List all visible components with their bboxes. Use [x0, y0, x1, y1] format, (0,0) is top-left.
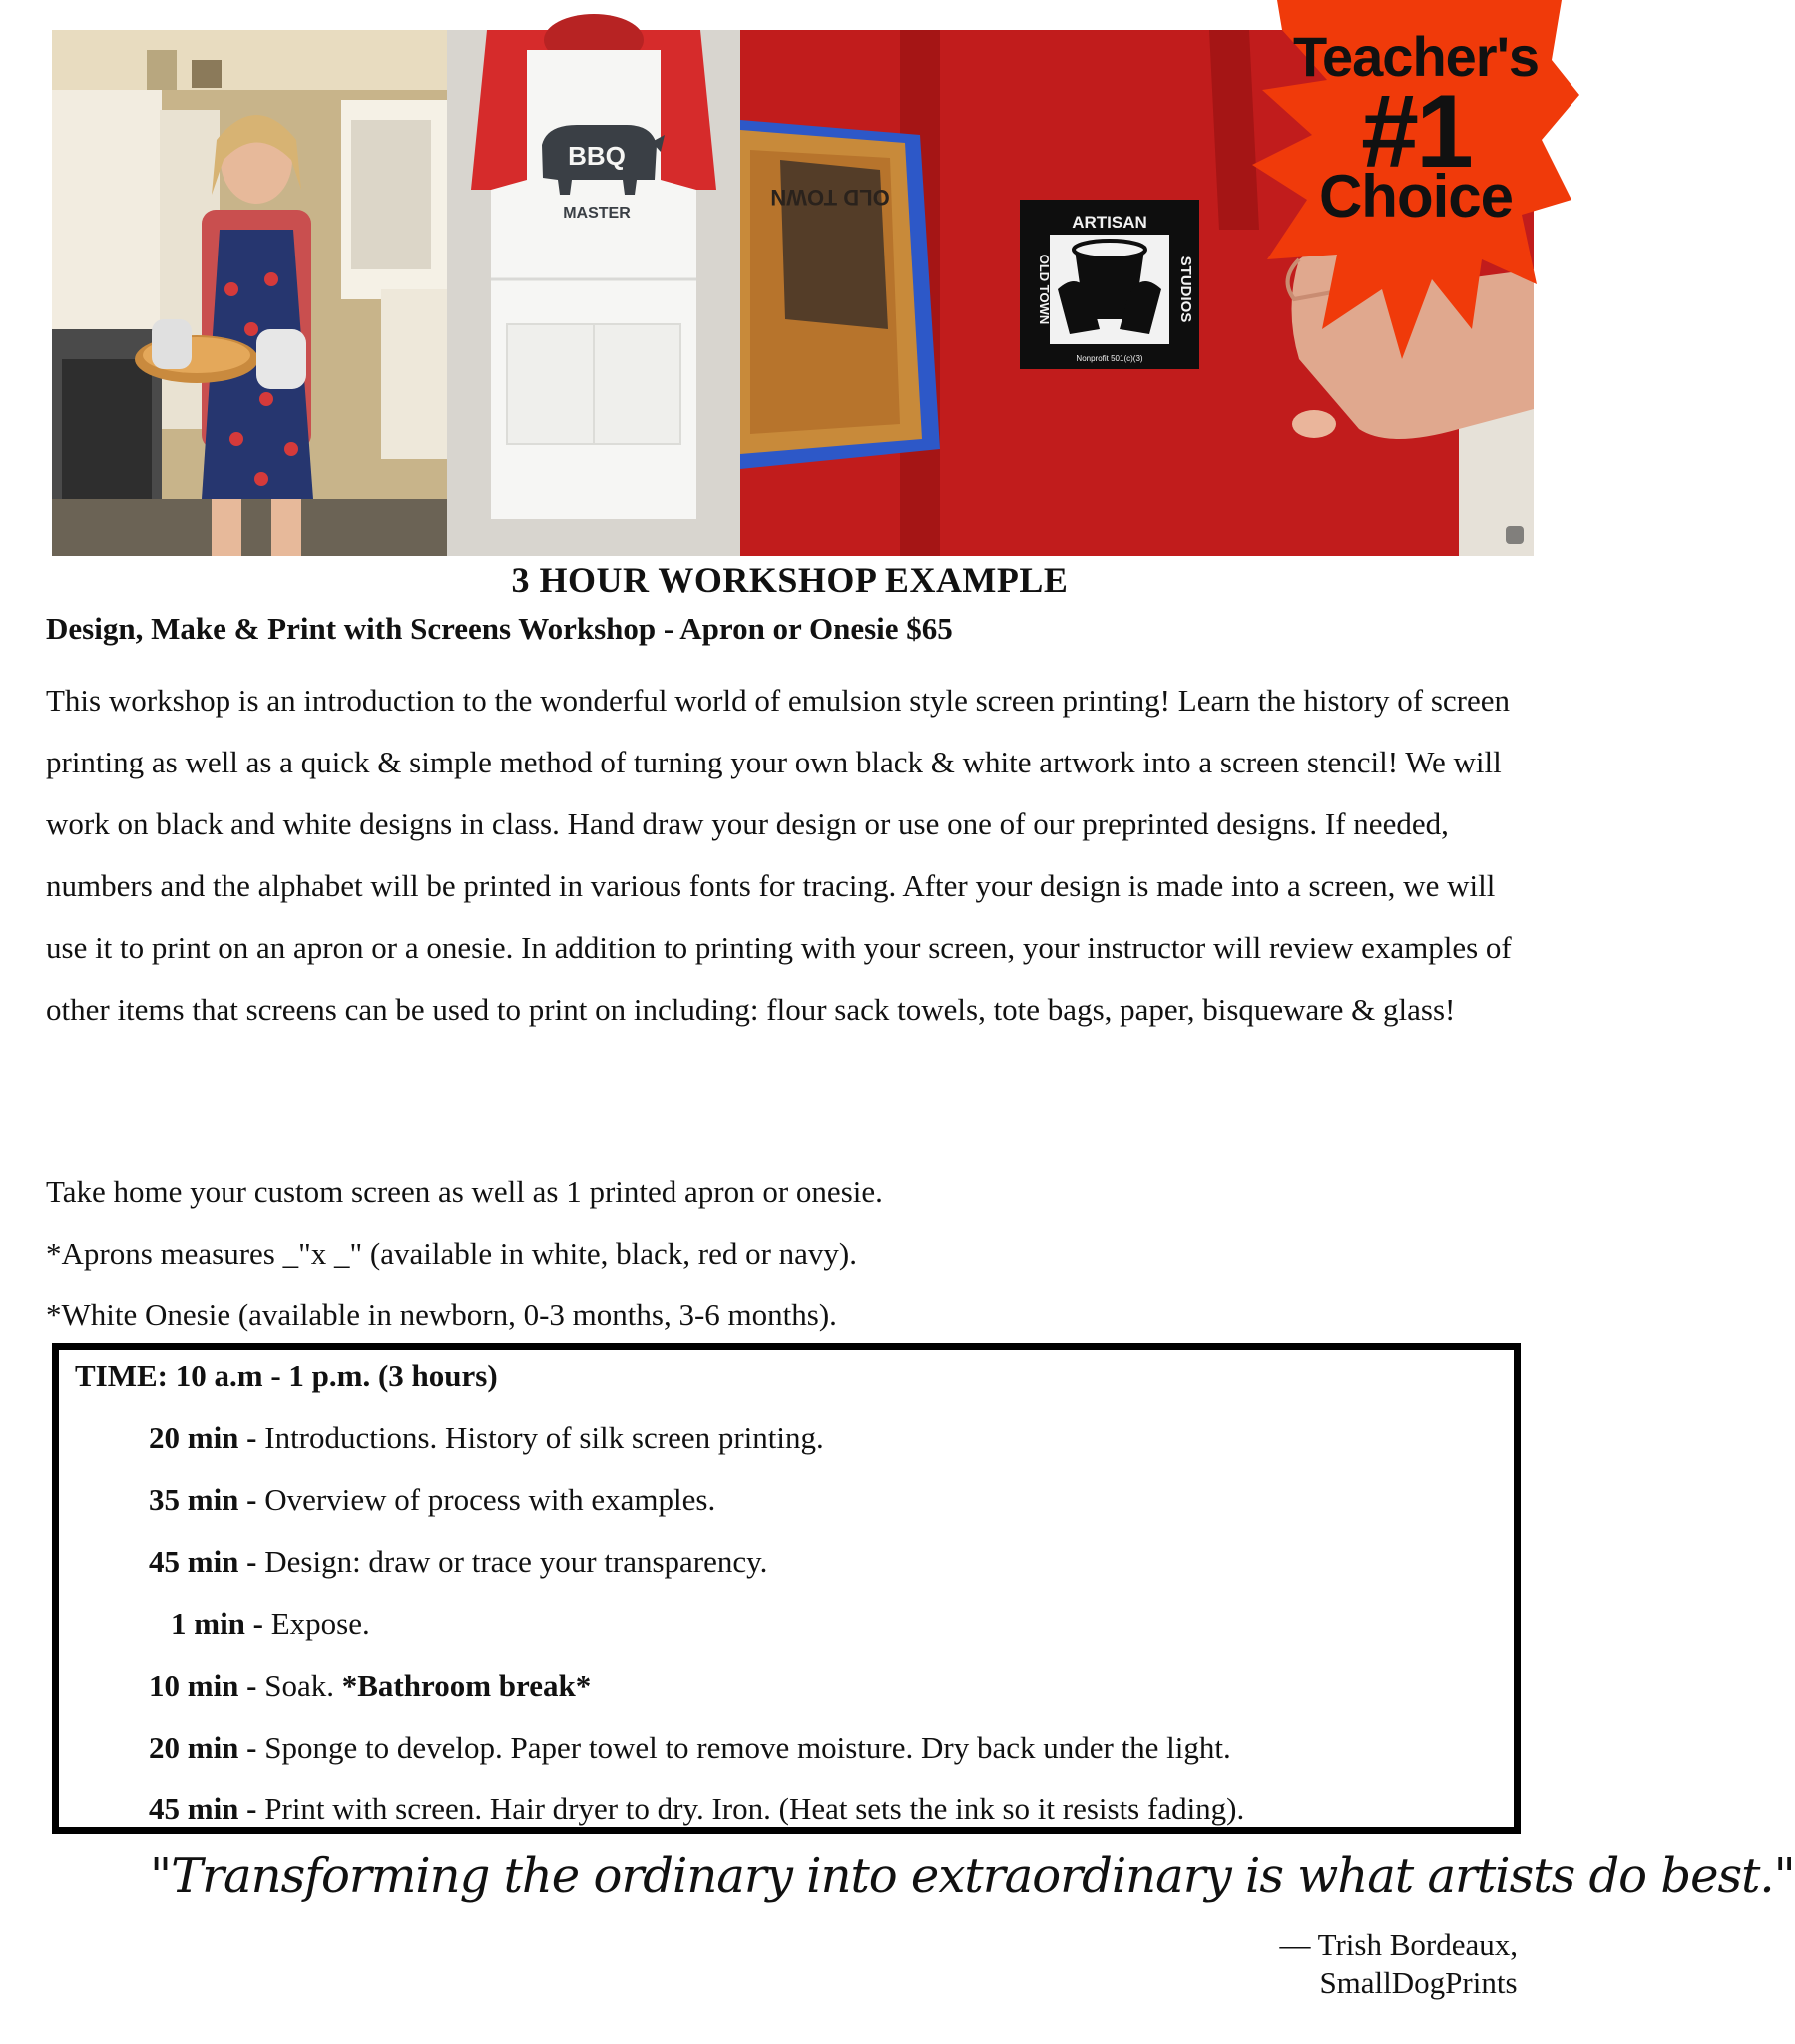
schedule-row: [171, 1606, 370, 1642]
schedule-row: [149, 1730, 1231, 1766]
schedule-activity: Overview of process with examples.: [256, 1482, 716, 1517]
screen-mirror-text: OLD TOWN: [770, 185, 890, 210]
schedule-row: [149, 1668, 591, 1704]
badge-line-2: #1: [1361, 74, 1471, 190]
attribution-company: SmallDogPrints: [1319, 1965, 1518, 2000]
badge-line-1: Teacher's: [1292, 25, 1540, 88]
page-title: 3 HOUR WORKSHOP EXAMPLE: [511, 560, 1069, 600]
schedule-duration: 45 min -: [149, 1791, 257, 1826]
schedule-activity: Print with screen. Hair dryer to dry. Iron. (Heat sets the ink so it resists fading).: [256, 1791, 1245, 1826]
schedule-duration: 1 min -: [171, 1606, 263, 1641]
badge-line-3: Choice: [1318, 163, 1514, 230]
apron-print-text: BBQ: [568, 141, 626, 171]
schedule-box: [52, 1343, 1521, 1834]
workshop-subtitle: Design, Make & Print with Screens Workshop - Apron or Onesie $65: [46, 611, 953, 646]
aprons-note: *Aprons measures _"x _" (available in white, black, red or navy).: [46, 1236, 857, 1271]
schedule-activity: Soak.: [256, 1668, 342, 1703]
attribution-name: — Trish Bordeaux,: [1279, 1927, 1518, 1962]
schedule-duration: 20 min -: [149, 1420, 257, 1455]
apron-print-subtext: MASTER: [563, 205, 631, 222]
schedule-time-heading: TIME: 10 a.m - 1 p.m. (3 hours): [75, 1358, 498, 1393]
schedule-row: [149, 1482, 715, 1518]
teachers-choice-badge: [1252, 0, 1579, 424]
label-top-text: ARTISAN: [1072, 213, 1147, 232]
schedule-row: [149, 1420, 824, 1456]
schedule-break-note: *Bathroom break*: [341, 1668, 592, 1703]
label-right-text: STUDIOS: [1177, 256, 1194, 323]
artist-quote: "Transforming the ordinary into extraordinary is what artists do best.": [150, 1848, 1795, 1904]
schedule-duration: 10 min -: [149, 1668, 257, 1703]
schedule-activity: Expose.: [263, 1606, 370, 1641]
label-left-text: OLD TOWN: [1037, 254, 1052, 325]
schedule-activity: Introductions. History of silk screen printing.: [256, 1420, 824, 1455]
schedule-row: [149, 1544, 767, 1580]
schedule-duration: 45 min -: [149, 1544, 257, 1579]
schedule-duration: 35 min -: [149, 1482, 257, 1517]
workshop-description: This workshop is an introduction to the wonderful world of emulsion style screen printing! Learn the history of screen printing as well as a quick & simple method of turning your own black & white artwork into a screen stencil! We will work on black and white designs in class. Hand draw your design or use one of our preprinted designs. If needed, numbers and the alphabet will be printed in various fonts for tracing. After your design is made into a screen, we will use it to print on an apron or a onesie. In addition to printing with your screen, your instructor will review examples of other items that screens can be used to print on including: flour sack towels, tote bags, paper, bisqueware & glass!: [46, 683, 1512, 1027]
quote-attribution: [1279, 1926, 1518, 2002]
schedule-duration: 20 min -: [149, 1730, 257, 1765]
schedule-activity: Design: draw or trace your transparency.: [256, 1544, 768, 1579]
label-bottom-text: Nonprofit 501(c)(3): [1076, 354, 1143, 363]
photo-woman-with-pie: [52, 30, 447, 556]
schedule-row: [149, 1791, 1244, 1827]
schedule-activity: Sponge to develop. Paper towel to remove moisture. Dry back under the light.: [256, 1730, 1231, 1765]
photo-bbq-apron: [447, 30, 740, 556]
onesie-note: *White Onesie (available in newborn, 0-3 months, 3-6 months).: [46, 1297, 837, 1332]
take-home-note: Take home your custom screen as well as 1 printed apron or onesie.: [46, 1174, 883, 1209]
